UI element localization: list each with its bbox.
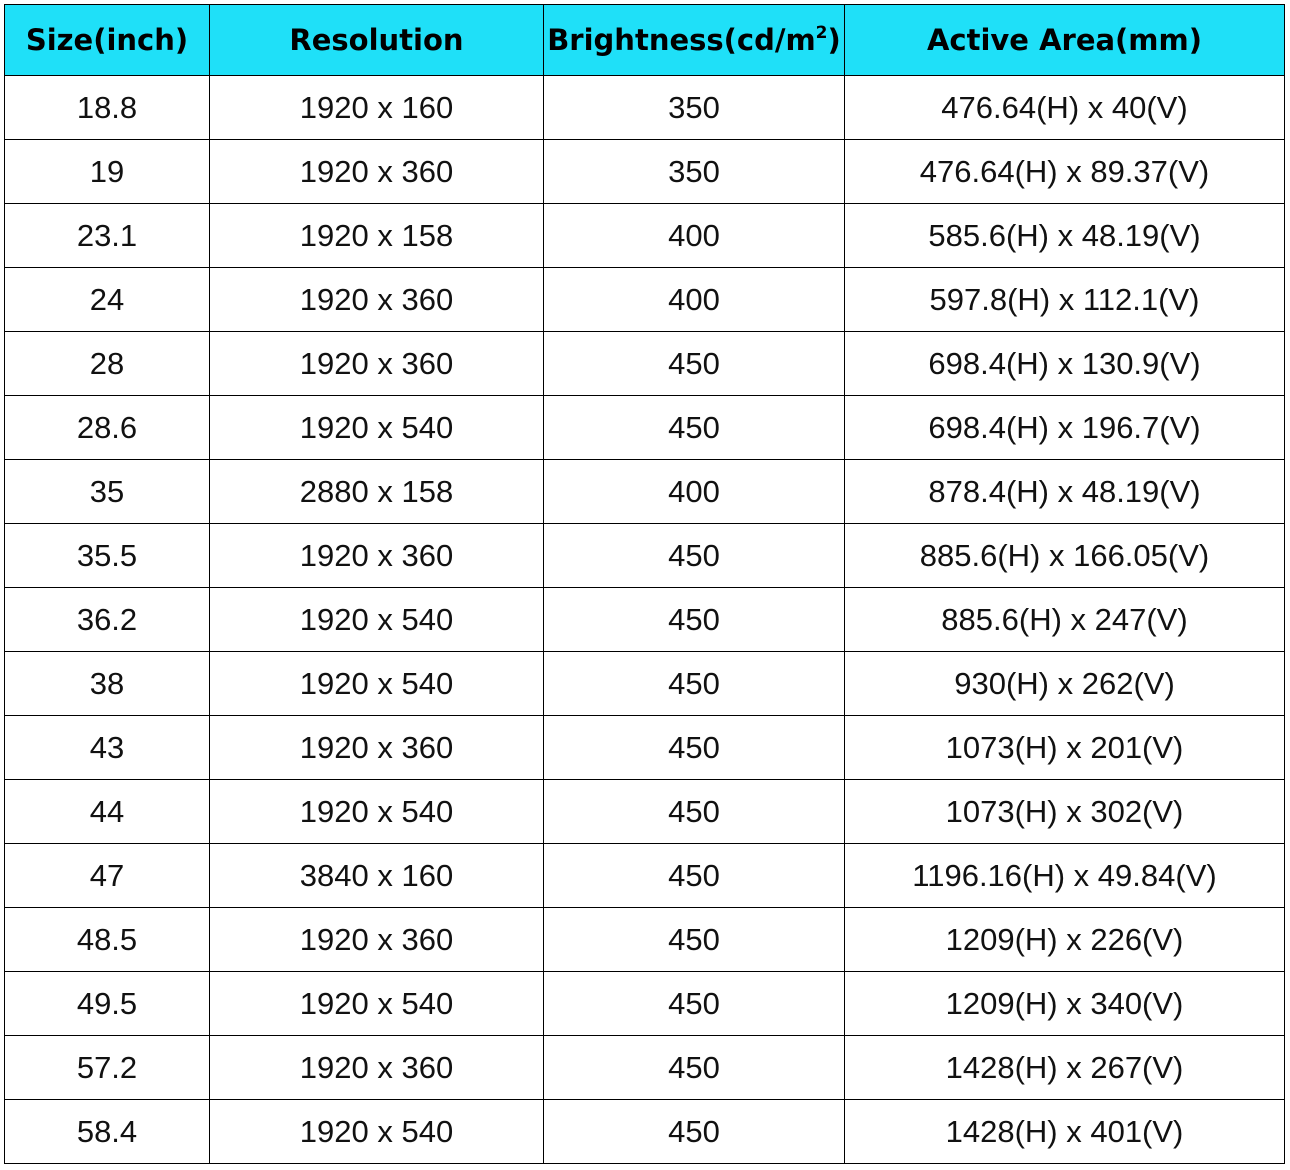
table-row [5, 972, 1285, 1036]
size-cell: 28 [5, 332, 210, 396]
table-row [5, 652, 1285, 716]
size-cell: 47 [5, 844, 210, 908]
active-area-cell: 1209(H) x 340(V) [845, 972, 1285, 1036]
resolution-cell: 1920 x 360 [210, 908, 544, 972]
brightness-cell: 450 [544, 524, 845, 588]
active-area-cell: 885.6(H) x 166.05(V) [845, 524, 1285, 588]
table-row [5, 1036, 1285, 1100]
resolution-cell: 1920 x 360 [210, 1036, 544, 1100]
table-row [5, 1100, 1285, 1164]
size-cell: 35 [5, 460, 210, 524]
header-brightness-superscript: 2 [815, 23, 828, 43]
header-row [5, 5, 1285, 76]
brightness-cell: 450 [544, 716, 845, 780]
size-cell: 57.2 [5, 1036, 210, 1100]
active-area-cell: 930(H) x 262(V) [845, 652, 1285, 716]
size-cell: 44 [5, 780, 210, 844]
brightness-cell: 450 [544, 588, 845, 652]
resolution-cell: 1920 x 540 [210, 972, 544, 1036]
resolution-cell: 1920 x 540 [210, 396, 544, 460]
resolution-cell: 1920 x 360 [210, 140, 544, 204]
active-area-cell: 1428(H) x 267(V) [845, 1036, 1285, 1100]
table-body [5, 76, 1285, 1164]
resolution-cell: 1920 x 360 [210, 716, 544, 780]
table-row [5, 844, 1285, 908]
active-area-cell: 1209(H) x 226(V) [845, 908, 1285, 972]
size-cell: 35.5 [5, 524, 210, 588]
table-row [5, 332, 1285, 396]
table-row [5, 460, 1285, 524]
size-cell: 19 [5, 140, 210, 204]
size-cell: 28.6 [5, 396, 210, 460]
brightness-cell: 450 [544, 332, 845, 396]
active-area-cell: 476.64(H) x 89.37(V) [845, 140, 1285, 204]
table-row [5, 76, 1285, 140]
size-cell: 36.2 [5, 588, 210, 652]
header-brightness-label: Brightness(cd/m [547, 23, 816, 57]
header-brightness [544, 5, 845, 76]
header-brightness-close: ) [827, 23, 841, 57]
table-row [5, 588, 1285, 652]
resolution-cell: 1920 x 540 [210, 588, 544, 652]
header-resolution: Resolution [210, 5, 544, 76]
size-cell: 23.1 [5, 204, 210, 268]
active-area-cell: 1073(H) x 201(V) [845, 716, 1285, 780]
resolution-cell: 1920 x 540 [210, 1100, 544, 1164]
resolution-cell: 1920 x 160 [210, 76, 544, 140]
brightness-cell: 400 [544, 460, 845, 524]
active-area-cell: 1196.16(H) x 49.84(V) [845, 844, 1285, 908]
resolution-cell: 3840 x 160 [210, 844, 544, 908]
resolution-cell: 1920 x 360 [210, 524, 544, 588]
table-row [5, 908, 1285, 972]
table-row [5, 204, 1285, 268]
active-area-cell: 597.8(H) x 112.1(V) [845, 268, 1285, 332]
size-cell: 24 [5, 268, 210, 332]
active-area-cell: 885.6(H) x 247(V) [845, 588, 1285, 652]
brightness-cell: 350 [544, 76, 845, 140]
table-row [5, 396, 1285, 460]
resolution-cell: 1920 x 360 [210, 332, 544, 396]
brightness-cell: 350 [544, 140, 845, 204]
size-cell: 18.8 [5, 76, 210, 140]
resolution-cell: 1920 x 158 [210, 204, 544, 268]
brightness-cell: 450 [544, 396, 845, 460]
active-area-cell: 698.4(H) x 196.7(V) [845, 396, 1285, 460]
brightness-cell: 450 [544, 1100, 845, 1164]
resolution-cell: 1920 x 540 [210, 780, 544, 844]
brightness-cell: 400 [544, 268, 845, 332]
header-active-area: Active Area(mm) [845, 5, 1285, 76]
table-header [5, 5, 1285, 76]
size-cell: 38 [5, 652, 210, 716]
table-row [5, 524, 1285, 588]
table-row [5, 780, 1285, 844]
resolution-cell: 2880 x 158 [210, 460, 544, 524]
brightness-cell: 450 [544, 652, 845, 716]
active-area-cell: 1073(H) x 302(V) [845, 780, 1285, 844]
resolution-cell: 1920 x 360 [210, 268, 544, 332]
brightness-cell: 450 [544, 1036, 845, 1100]
table-row [5, 268, 1285, 332]
brightness-cell: 450 [544, 780, 845, 844]
size-cell: 43 [5, 716, 210, 780]
display-spec-table [4, 4, 1285, 1164]
table-row [5, 140, 1285, 204]
active-area-cell: 698.4(H) x 130.9(V) [845, 332, 1285, 396]
brightness-cell: 450 [544, 972, 845, 1036]
active-area-cell: 878.4(H) x 48.19(V) [845, 460, 1285, 524]
brightness-cell: 400 [544, 204, 845, 268]
resolution-cell: 1920 x 540 [210, 652, 544, 716]
spec-table-container [4, 4, 1285, 1164]
brightness-cell: 450 [544, 908, 845, 972]
size-cell: 48.5 [5, 908, 210, 972]
size-cell: 58.4 [5, 1100, 210, 1164]
active-area-cell: 476.64(H) x 40(V) [845, 76, 1285, 140]
brightness-cell: 450 [544, 844, 845, 908]
size-cell: 49.5 [5, 972, 210, 1036]
header-size: Size(inch) [5, 5, 210, 76]
table-row [5, 716, 1285, 780]
active-area-cell: 585.6(H) x 48.19(V) [845, 204, 1285, 268]
active-area-cell: 1428(H) x 401(V) [845, 1100, 1285, 1164]
